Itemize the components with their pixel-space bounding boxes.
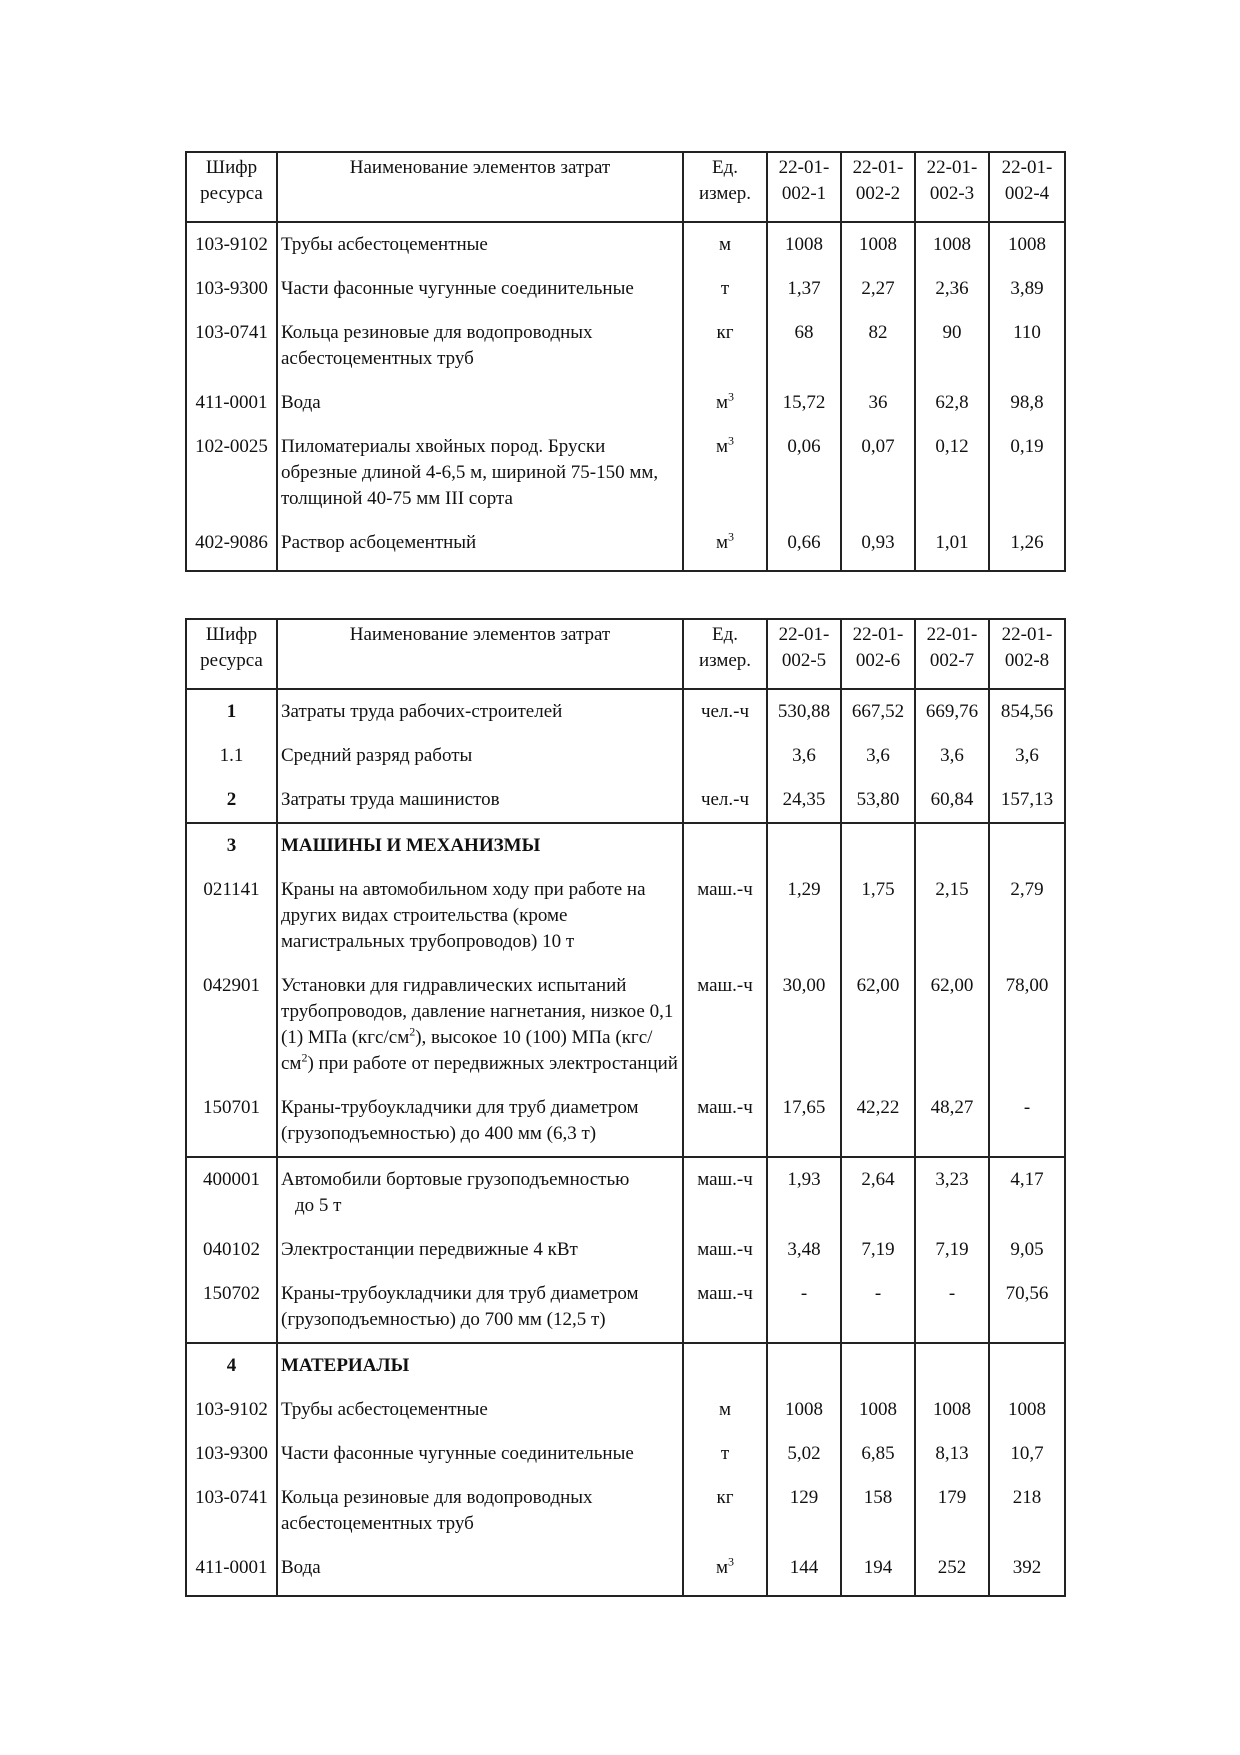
resource-code: 402-9086	[186, 521, 277, 571]
cost-element-name: Краны-трубоукладчики для труб диаметром (грузоподъемностью) до 700 мм (12,5 т)	[277, 1272, 683, 1343]
cost-element-name: Кольца резиновые для водопроводных асбестоцементных труб	[277, 1476, 683, 1546]
name-text: ), высокое 10 (100) МПа (кгс/см	[281, 1027, 653, 1074]
norm-value: 3,6	[915, 734, 989, 778]
table-row	[186, 964, 1065, 1086]
table-row	[186, 222, 1065, 267]
resource-code: 103-9102	[186, 1388, 277, 1432]
norm-value: 1,37	[767, 267, 841, 311]
table-row	[186, 521, 1065, 571]
table-row	[186, 868, 1065, 964]
norm-value: 36	[841, 381, 915, 425]
norm-value: 5,02	[767, 1432, 841, 1476]
norm-value: 110	[989, 311, 1065, 381]
table-row	[186, 1476, 1065, 1546]
norm-value: 70,56	[989, 1272, 1065, 1343]
unit: маш.-ч	[683, 868, 767, 964]
norm-value: 1008	[767, 1388, 841, 1432]
header-norm-column: 22-01-002-6	[841, 619, 915, 689]
norm-value: 3,89	[989, 267, 1065, 311]
norm-value: 78,00	[989, 964, 1065, 1086]
norm-value: 667,52	[841, 689, 915, 734]
unit: чел.-ч	[683, 778, 767, 823]
table-row	[186, 311, 1065, 381]
name-text-continued: до 5 т	[295, 1195, 342, 1216]
norm-value: 669,76	[915, 689, 989, 734]
norm-value: 98,8	[989, 381, 1065, 425]
table-row	[186, 1432, 1065, 1476]
norm-value: 1,75	[841, 868, 915, 964]
unit: м	[683, 1388, 767, 1432]
norm-value: 10,7	[989, 1432, 1065, 1476]
unit: маш.-ч	[683, 964, 767, 1086]
name-text: Автомобили бортовые грузоподъемностью	[281, 1169, 630, 1190]
section-title: МАТЕРИАЛЫ	[277, 1343, 683, 1388]
norm-value: 194	[841, 1546, 915, 1596]
header-cost-element-name: Наименование элементов затрат	[277, 152, 683, 222]
header-norm-column: 22-01-002-3	[915, 152, 989, 222]
norm-value: 1008	[767, 222, 841, 267]
unit-base: м	[715, 1557, 729, 1578]
table-header-row	[186, 152, 1065, 222]
norm-value: 68	[767, 311, 841, 381]
norm-value: -	[841, 1272, 915, 1343]
unit: м	[683, 222, 767, 267]
norm-value: 3,6	[767, 734, 841, 778]
table-row	[186, 1086, 1065, 1157]
norm-value: 3,6	[841, 734, 915, 778]
resource-code: 102-0025	[186, 425, 277, 521]
header-cost-element-name: Наименование элементов затрат	[277, 619, 683, 689]
unit: маш.-ч	[683, 1086, 767, 1157]
norm-value: 82	[841, 311, 915, 381]
resource-code: 103-9300	[186, 267, 277, 311]
norm-value: 1008	[989, 222, 1065, 267]
norm-value: 218	[989, 1476, 1065, 1546]
section-title: МАШИНЫ И МЕХАНИЗМЫ	[277, 823, 683, 868]
norm-value: 62,8	[915, 381, 989, 425]
norm-value: 157,13	[989, 778, 1065, 823]
norm-value: 2,36	[915, 267, 989, 311]
norm-value: 0,66	[767, 521, 841, 571]
unit-base: м	[715, 436, 729, 457]
norm-value: 1008	[989, 1388, 1065, 1432]
norm-value: 62,00	[915, 964, 989, 1086]
norm-value: 3,6	[989, 734, 1065, 778]
cost-element-name: Кольца резиновые для водопроводных асбестоцементных труб	[277, 311, 683, 381]
cost-element-name	[277, 964, 683, 1086]
unit: чел.-ч	[683, 689, 767, 734]
norm-value	[989, 823, 1065, 868]
norm-value: 4,17	[989, 1157, 1065, 1228]
unit: кг	[683, 1476, 767, 1546]
resource-code: 040102	[186, 1228, 277, 1272]
table-row	[186, 689, 1065, 734]
resource-code: 103-0741	[186, 311, 277, 381]
unit: маш.-ч	[683, 1228, 767, 1272]
norm-value: 1008	[841, 222, 915, 267]
unit-exponent: 2	[409, 1024, 416, 1039]
unit	[683, 1546, 767, 1596]
resource-code: 103-0741	[186, 1476, 277, 1546]
norm-value	[989, 1343, 1065, 1388]
unit: маш.-ч	[683, 1272, 767, 1343]
header-norm-column: 22-01-002-1	[767, 152, 841, 222]
section-row	[186, 1343, 1065, 1388]
unit-base: м	[715, 392, 729, 413]
table-row	[186, 1272, 1065, 1343]
cost-element-name: Трубы асбестоцементные	[277, 1388, 683, 1432]
unit-exponent: 3	[728, 389, 735, 404]
header-resource-code: Шифр ресурса	[186, 619, 277, 689]
norm-value: 2,64	[841, 1157, 915, 1228]
table-row	[186, 1546, 1065, 1596]
norm-value: 1,93	[767, 1157, 841, 1228]
norm-value: 53,80	[841, 778, 915, 823]
norm-value: 129	[767, 1476, 841, 1546]
norm-value: -	[915, 1272, 989, 1343]
norm-value: 90	[915, 311, 989, 381]
table-header-row	[186, 619, 1065, 689]
name-text: ) при работе от передвижных электростанций	[307, 1053, 678, 1074]
norm-value	[841, 823, 915, 868]
unit: т	[683, 1432, 767, 1476]
header-norm-column: 22-01-002-4	[989, 152, 1065, 222]
cost-element-name: Краны-трубоукладчики для труб диаметром (грузоподъемностью) до 400 мм (6,3 т)	[277, 1086, 683, 1157]
cost-element-name: Электростанции передвижные 4 кВт	[277, 1228, 683, 1272]
unit	[683, 823, 767, 868]
resource-code: 411-0001	[186, 381, 277, 425]
norm-value: 0,19	[989, 425, 1065, 521]
norm-value: 48,27	[915, 1086, 989, 1157]
norm-value: 0,06	[767, 425, 841, 521]
unit-exponent: 2	[301, 1050, 308, 1065]
table-row	[186, 381, 1065, 425]
unit	[683, 425, 767, 521]
unit: маш.-ч	[683, 1157, 767, 1228]
norm-value: 62,00	[841, 964, 915, 1086]
resource-code: 150702	[186, 1272, 277, 1343]
norm-value: 24,35	[767, 778, 841, 823]
resource-code: 021141	[186, 868, 277, 964]
resource-code: 103-9102	[186, 222, 277, 267]
norm-value: 7,19	[841, 1228, 915, 1272]
resource-code: 4	[186, 1343, 277, 1388]
norm-value: 1008	[841, 1388, 915, 1432]
norm-value: 7,19	[915, 1228, 989, 1272]
resource-code: 1	[186, 689, 277, 734]
norm-value	[915, 1343, 989, 1388]
norm-value: 1,26	[989, 521, 1065, 571]
norm-value: 530,88	[767, 689, 841, 734]
norm-value: 179	[915, 1476, 989, 1546]
norm-value: 3,23	[915, 1157, 989, 1228]
cost-element-name: Вода	[277, 381, 683, 425]
unit-base: м	[715, 532, 729, 553]
table-row	[186, 1228, 1065, 1272]
norm-value	[915, 823, 989, 868]
norm-value: -	[989, 1086, 1065, 1157]
unit	[683, 521, 767, 571]
header-resource-code: Шифр ресурса	[186, 152, 277, 222]
cost-element-name: Трубы асбестоцементные	[277, 222, 683, 267]
norm-value: 392	[989, 1546, 1065, 1596]
norm-value	[767, 1343, 841, 1388]
table-row	[186, 1157, 1065, 1228]
norm-value: 15,72	[767, 381, 841, 425]
norm-value: 1,29	[767, 868, 841, 964]
cost-element-name: Затраты труда рабочих-строителей	[277, 689, 683, 734]
header-norm-column: 22-01-002-7	[915, 619, 989, 689]
norm-value: 854,56	[989, 689, 1065, 734]
norm-value: 8,13	[915, 1432, 989, 1476]
norm-value: 144	[767, 1546, 841, 1596]
norm-value: 158	[841, 1476, 915, 1546]
table-row	[186, 267, 1065, 311]
unit-exponent: 3	[728, 1554, 735, 1569]
resource-norms-table-1	[185, 151, 1066, 572]
section-row	[186, 823, 1065, 868]
norm-value: 1,01	[915, 521, 989, 571]
cost-element-name: Раствор асбоцементный	[277, 521, 683, 571]
norm-value: 1008	[915, 1388, 989, 1432]
norm-value: 0,12	[915, 425, 989, 521]
table-row	[186, 778, 1065, 823]
header-unit: Ед. измер.	[683, 152, 767, 222]
resource-code: 400001	[186, 1157, 277, 1228]
norm-value: 42,22	[841, 1086, 915, 1157]
table-row	[186, 425, 1065, 521]
header-norm-column: 22-01-002-8	[989, 619, 1065, 689]
cost-element-name: Части фасонные чугунные соединительные	[277, 267, 683, 311]
resource-code: 042901	[186, 964, 277, 1086]
norm-value: 2,27	[841, 267, 915, 311]
resource-code: 1.1	[186, 734, 277, 778]
name-text: Установки для гидравлических испытаний трубопроводов, давление нагнетания, низкое 0,1 (1) МПа (кгс/см	[281, 975, 674, 1048]
unit: т	[683, 267, 767, 311]
resource-code: 103-9300	[186, 1432, 277, 1476]
norm-value: 2,15	[915, 868, 989, 964]
norm-value: 9,05	[989, 1228, 1065, 1272]
cost-element-name: Вода	[277, 1546, 683, 1596]
unit	[683, 1343, 767, 1388]
norm-value: 1008	[915, 222, 989, 267]
table-row	[186, 734, 1065, 778]
header-norm-column: 22-01-002-2	[841, 152, 915, 222]
norm-value: 2,79	[989, 868, 1065, 964]
norm-value: 0,07	[841, 425, 915, 521]
unit-exponent: 3	[728, 529, 735, 544]
unit	[683, 734, 767, 778]
table-row	[186, 1388, 1065, 1432]
resource-code: 3	[186, 823, 277, 868]
unit-exponent: 3	[728, 433, 735, 448]
norm-value	[841, 1343, 915, 1388]
resource-norms-table-2	[185, 618, 1066, 1597]
resource-code: 150701	[186, 1086, 277, 1157]
cost-element-name: Затраты труда машинистов	[277, 778, 683, 823]
cost-element-name: Части фасонные чугунные соединительные	[277, 1432, 683, 1476]
norm-value: -	[767, 1272, 841, 1343]
unit	[683, 381, 767, 425]
norm-value: 0,93	[841, 521, 915, 571]
norm-value: 17,65	[767, 1086, 841, 1157]
header-unit: Ед. измер.	[683, 619, 767, 689]
cost-element-name: Краны на автомобильном ходу при работе на других видах строительства (кроме магистральных трубопроводов) 10 т	[277, 868, 683, 964]
unit: кг	[683, 311, 767, 381]
norm-value: 30,00	[767, 964, 841, 1086]
cost-element-name	[277, 1157, 683, 1228]
resource-code: 411-0001	[186, 1546, 277, 1596]
norm-value: 60,84	[915, 778, 989, 823]
cost-element-name: Средний разряд работы	[277, 734, 683, 778]
cost-element-name: Пиломатериалы хвойных пород. Бруски обрезные длиной 4-6,5 м, шириной 75-150 мм, толщиной 40-75 мм III сорта	[277, 425, 683, 521]
norm-value: 6,85	[841, 1432, 915, 1476]
norm-value: 3,48	[767, 1228, 841, 1272]
header-norm-column: 22-01-002-5	[767, 619, 841, 689]
norm-value	[767, 823, 841, 868]
resource-code: 2	[186, 778, 277, 823]
norm-value: 252	[915, 1546, 989, 1596]
